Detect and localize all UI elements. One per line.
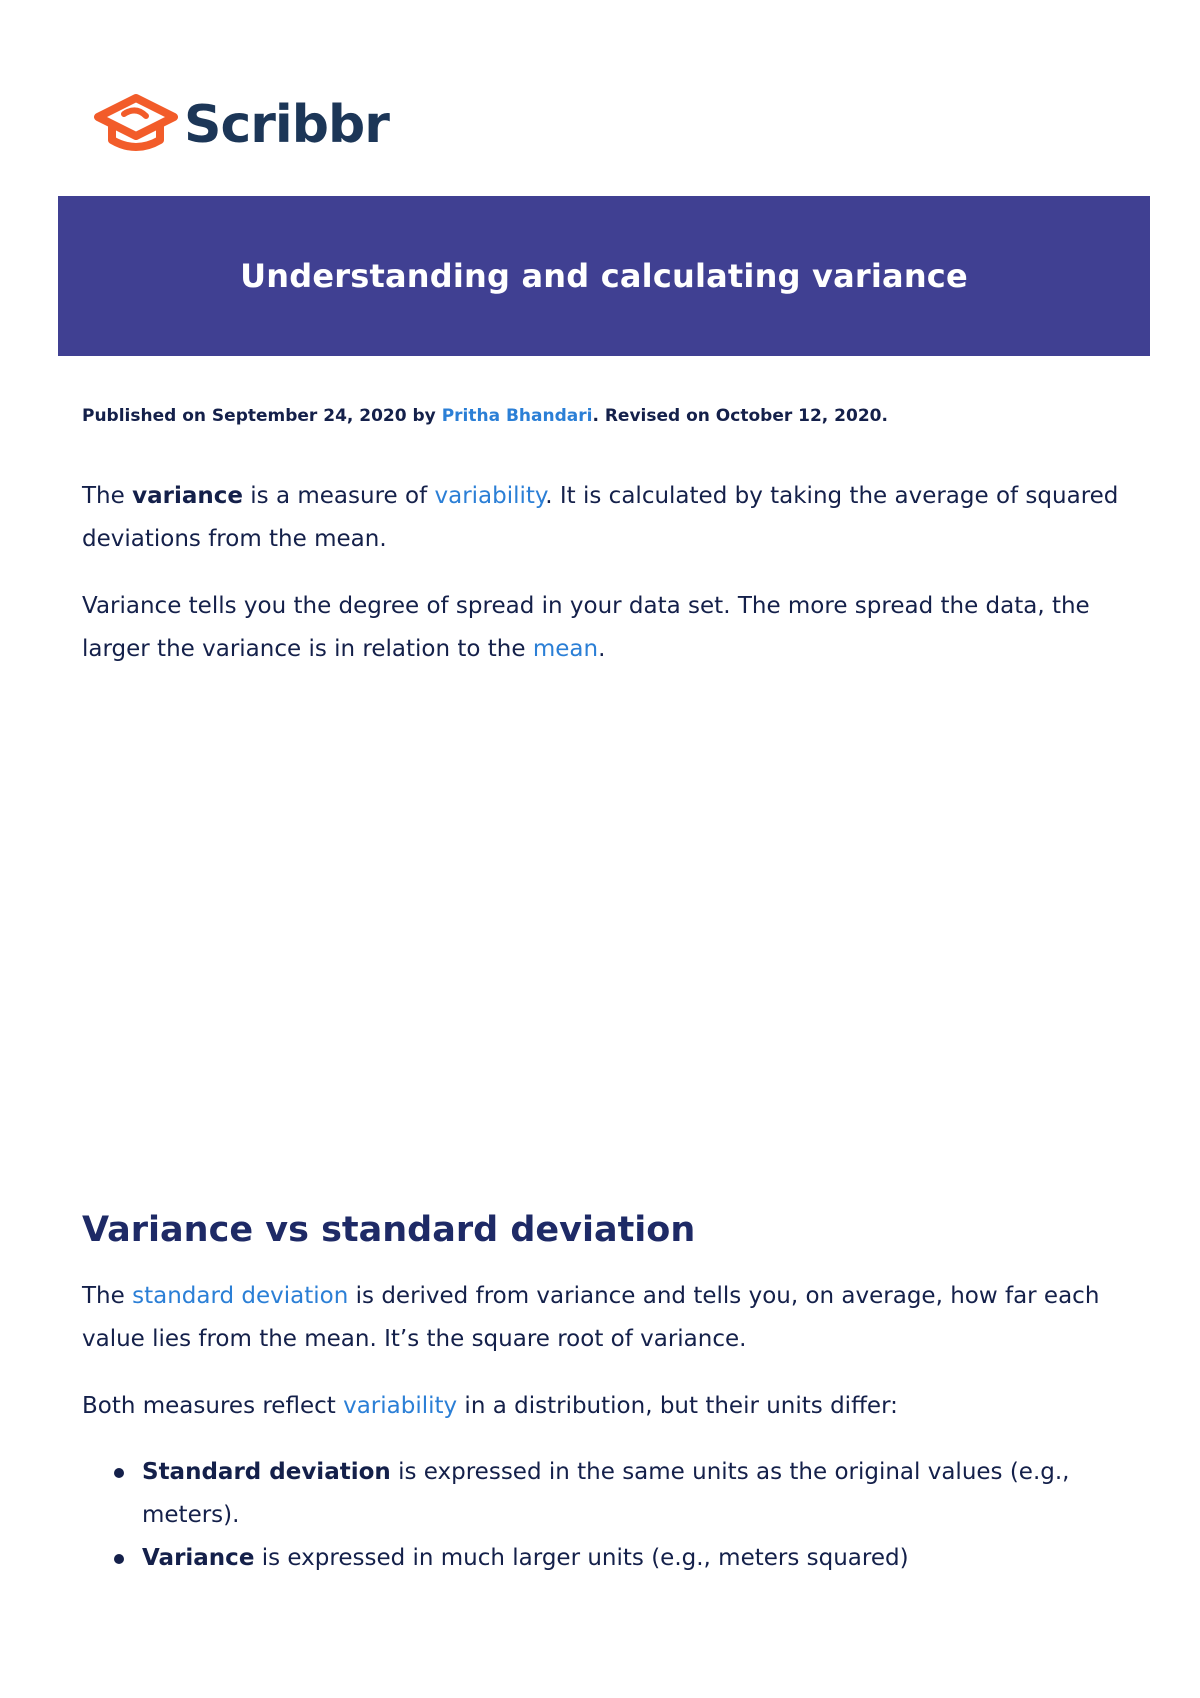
intro-paragraph-2 [82, 585, 1122, 671]
bullet-icon [114, 1468, 124, 1478]
section-p2-text-a: Both measures reflect [82, 1393, 344, 1419]
intro-p1-text-b: is a measure of [242, 483, 435, 509]
bullet-bold-term: Variance [142, 1545, 255, 1571]
intro-p2-text-b: . [598, 636, 606, 662]
list-item [142, 1451, 1102, 1537]
bullet-icon [114, 1554, 124, 1564]
author-link[interactable]: Pritha Bhandari [441, 406, 593, 426]
published-date-text: Published on September 24, 2020 by [82, 406, 442, 426]
bullet-text: is expressed in much larger units (e.g., meters squared) [254, 1545, 909, 1571]
section-heading: Variance vs standard deviation [82, 1210, 696, 1250]
bullet-bold-term: Standard deviation [142, 1459, 391, 1485]
graduation-cap-icon [94, 92, 178, 158]
logo-wordmark: Scribbr [184, 95, 389, 155]
page-title: Understanding and calculating variance [240, 257, 968, 295]
scribbr-logo[interactable] [94, 92, 389, 158]
intro-paragraph-1 [82, 475, 1122, 561]
units-bullet-list [142, 1451, 1102, 1580]
revised-date-text: . Revised on October 12, 2020. [592, 406, 888, 426]
section-paragraph-2 [82, 1385, 1122, 1428]
standard-deviation-link[interactable]: standard deviation [132, 1283, 349, 1309]
bullet-text: is expressed in the same units as the original values (e.g., meters). [142, 1459, 1070, 1528]
publication-meta [82, 406, 888, 426]
section-p2-text-b: in a distribution, but their units differ: [457, 1393, 898, 1419]
intro-p1-bold-term: variance [132, 483, 243, 509]
intro-p1-text-c: . It is calculated by taking the average of squared deviations from the mean. [82, 483, 1119, 552]
variability-link[interactable]: variability [434, 483, 546, 509]
intro-p1-text-a: The [82, 483, 133, 509]
section-p1-text-a: The [82, 1283, 133, 1309]
title-banner [58, 196, 1150, 356]
list-item [142, 1537, 1102, 1580]
section-p1-text-b: is derived from variance and tells you, on average, how far each value lies from the mean. It’s the square root of variance. [82, 1283, 1100, 1352]
variability-link-2[interactable]: variability [343, 1393, 458, 1419]
intro-p2-text-a: Variance tells you the degree of spread in your data set. The more spread the data, the larger the variance is in relation to the [82, 593, 1090, 662]
section-paragraph-1 [82, 1275, 1122, 1361]
mean-link[interactable]: mean [532, 636, 599, 662]
